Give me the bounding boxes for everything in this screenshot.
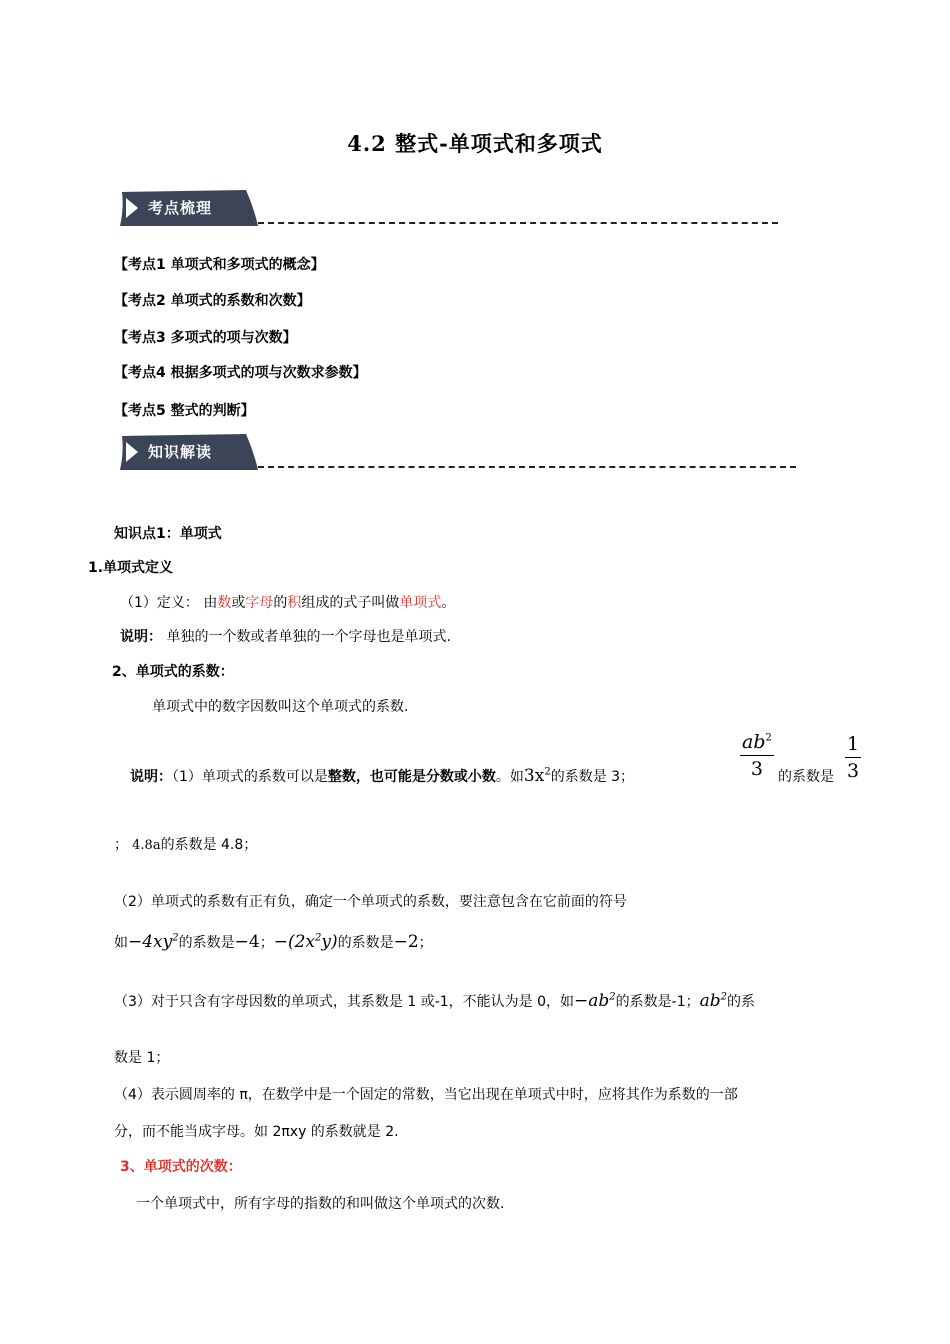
points-review-banner <box>118 188 778 228</box>
point-item: 【考点4 根据多项式的项与次数求参数】 <box>114 365 367 381</box>
knowledge-banner <box>118 432 798 472</box>
sign-example-line: 如$-4xy^2$的系数是−4；$-(2x^2y)$的系数是−2； <box>114 932 433 952</box>
page-title: 4.2 整式-单项式和多项式 <box>347 131 603 156</box>
banner-title: 知识解读 <box>148 443 213 461</box>
paragraph: 数是 1； <box>114 1050 170 1066</box>
text-fragment: 的系数是 <box>778 769 834 785</box>
fraction: 1 3 <box>847 733 860 782</box>
section-title: 2、单项式的系数： <box>112 664 234 680</box>
coefficient-example-line: ； 4.8a的系数是 4.8； <box>114 837 258 853</box>
paragraph: （4）表示圆周率的 π，在数学中是一个固定的常数，当它出现在单项式中时，应将其作为系数的一部 <box>114 1087 738 1103</box>
point-item: 【考点3 多项式的项与次数】 <box>114 330 297 346</box>
letter-coefficient-line: （3）对于只含有字母因数的单项式，其系数是 1 或-1，不能认为是 0，如$-ab^2$的系数是-1；$ab^2$的系 <box>114 991 756 1011</box>
paragraph: 单项式中的数字因数叫这个单项式的系数. <box>152 699 409 715</box>
point-item: 【考点1 单项式和多项式的概念】 <box>114 257 325 273</box>
paragraph: 一个单项式中，所有字母的指数的和叫做这个单项式的次数. <box>136 1196 505 1212</box>
paragraph: 分，而不能当成字母。如 2πxy 的系数就是 2. <box>114 1124 399 1140</box>
coefficient-note-line: 说明：（1）单项式的系数可以是整数，也可能是分数或小数。如$3x^2$的系数是 3； <box>130 766 635 786</box>
divider <box>258 222 778 224</box>
fraction: $ab^2$ 3 <box>742 731 772 780</box>
point-item: 【考点2 单项式的系数和次数】 <box>114 293 311 309</box>
divider <box>258 466 796 468</box>
note-line: 说明： 单独的一个数或者单独的一个字母也是单项式. <box>120 629 451 645</box>
banner-title: 考点梳理 <box>148 199 213 217</box>
point-item: 【考点5 整式的判断】 <box>114 403 255 419</box>
paragraph: （2）单项式的系数有正有负，确定一个单项式的系数，要注意包含在它前面的符号 <box>114 894 627 910</box>
section-title: 1.单项式定义 <box>88 560 174 576</box>
section-title: 3、单项式的次数： <box>120 1159 242 1175</box>
definition-line: （1）定义： 由数或字母的积组成的式子叫做单项式。 <box>120 595 456 611</box>
knowledge-heading: 知识点1：单项式 <box>114 526 222 542</box>
